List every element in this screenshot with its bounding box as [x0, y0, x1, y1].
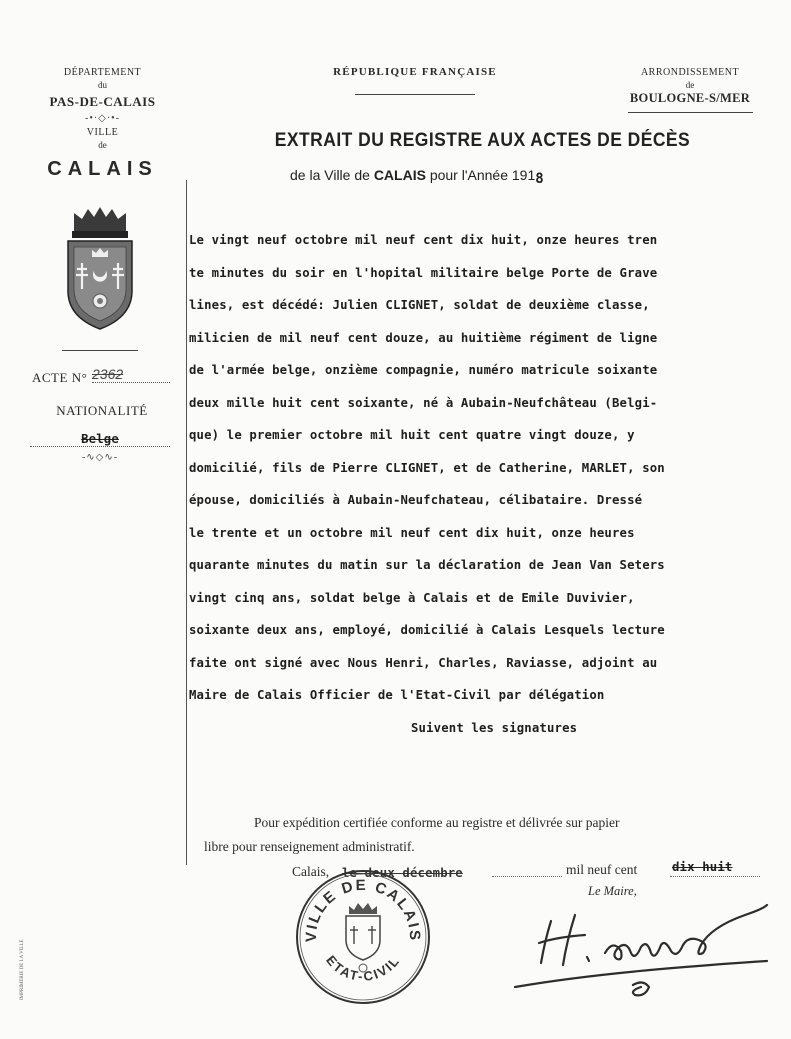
body-line: deux mille huit cent soixante, né à Aubain-Neufchâteau (Belgi-	[189, 396, 658, 410]
arrondissement-de: de	[685, 80, 695, 90]
nationalite-label: NATIONALITÉ	[56, 403, 148, 418]
footer-date-dots	[492, 876, 562, 877]
departement-du: du	[98, 80, 107, 90]
ville-de: de	[98, 140, 107, 150]
margin-vertical-rule	[186, 180, 187, 865]
nationalite-ornament: -∿◇∿-	[81, 452, 119, 463]
body-line: vingt cinq ans, soldat belge à Calais et de Emile Duvivier,	[189, 591, 635, 605]
subtitle-suffix: pour l'Année 191	[429, 167, 536, 183]
body-line: quarante minutes du matin sur la déclaration de Jean Van Seters	[189, 558, 665, 572]
arrondissement-rule	[628, 112, 753, 113]
republique-francaise: RÉPUBLIQUE FRANÇAISE	[333, 66, 497, 78]
republique-rule	[355, 94, 475, 95]
footer-year: dix huit	[672, 860, 733, 874]
footer-year-dots	[670, 876, 760, 877]
body-line: te minutes du soir en l'hopital militaire belge Porte de Grave	[189, 266, 658, 280]
body-line: lines, est décédé: Julien CLIGNET, soldat de deuxième classe,	[189, 298, 650, 312]
subtitle-prefix: de la Ville de	[290, 167, 370, 183]
subtitle-year-digit: 8	[535, 171, 544, 187]
document-subtitle	[290, 167, 544, 187]
printer-margin-text: IMPRIMERIE DE LA VILLE	[20, 939, 25, 1000]
certification-line-2: libre pour renseignement administratif.	[204, 839, 415, 854]
document-title: EXTRAIT DU REGISTRE AUX ACTES DE DÉCÈS	[274, 130, 691, 151]
left-divider-rule	[62, 350, 138, 351]
body-line: de l'armée belge, onzième compagnie, numéro matricule soixante	[189, 363, 658, 377]
ville-name: CALAIS	[47, 158, 158, 180]
etat-civil-stamp	[294, 868, 432, 1006]
footer-mil-neuf-cent: mil neuf cent	[566, 862, 638, 877]
arrondissement-name: BOULOGNE-S/MER	[629, 91, 751, 105]
body-line: Maire de Calais Officier de l'Etat-Civil par délégation	[189, 688, 605, 702]
stamp-bottom-text: ETAT-CIVIL	[323, 952, 403, 984]
ville-label: VILLE	[86, 127, 119, 138]
footer-date: le deux décembre	[342, 866, 463, 880]
coat-of-arms	[60, 205, 140, 335]
body-line: épouse, domiciliés à Aubain-Neufchateau, célibataire. Dressé	[189, 493, 643, 507]
acte-number: 2362	[92, 366, 170, 383]
printer-margin	[20, 880, 30, 1000]
ornament-divider: -•·◇·•-	[84, 113, 120, 124]
departement-label: DÉPARTEMENT	[63, 67, 142, 78]
right-header	[620, 66, 760, 106]
signatures-line: Suivent les signatures	[411, 721, 578, 735]
body-line: que) le premier octobre mil huit cent quatre vingt douze, y	[189, 428, 635, 442]
body-line: milicien de mil neuf cent douze, au huitième régiment de ligne	[189, 331, 658, 345]
footer-le-maire: Le Maire,	[588, 884, 637, 898]
nationalite-value: Belge	[30, 432, 170, 447]
stamp-seal-icon	[294, 868, 432, 1006]
body-line: Le vingt neuf octobre mil neuf cent dix huit, onze heures tren	[189, 233, 658, 247]
footer-place: Calais,	[292, 864, 330, 879]
certification-line-1: Pour expédition certifiée conforme au registre et délivrée sur papier	[254, 815, 620, 830]
body-line: faite ont signé avec Nous Henri, Charles, Raviasse, adjoint au	[189, 656, 658, 670]
acte-label: ACTE N°	[32, 370, 88, 385]
departement-name: PAS-DE-CALAIS	[49, 94, 156, 109]
coat-of-arms-icon	[60, 205, 140, 335]
arrondissement-label: ARRONDISSEMENT	[640, 67, 740, 78]
subtitle-city: CALAIS	[373, 167, 426, 183]
left-header-column	[20, 66, 185, 181]
body-line: soixante deux ans, employé, domicilié à Calais Lesquels lecture	[189, 623, 665, 637]
certification-text	[204, 811, 774, 859]
body-line: le trente et un octobre mil neuf cent dix huit, onze heures	[189, 526, 635, 540]
stamp-top-text: VILLE DE CALAIS	[302, 876, 424, 943]
body-line: domicilié, fils de Pierre CLIGNET, et de Catherine, MARLET, son	[189, 461, 665, 475]
svg-text:ETAT-CIVIL	[323, 953, 403, 984]
signature-icon	[505, 895, 775, 1005]
mayor-signature	[505, 895, 775, 1005]
